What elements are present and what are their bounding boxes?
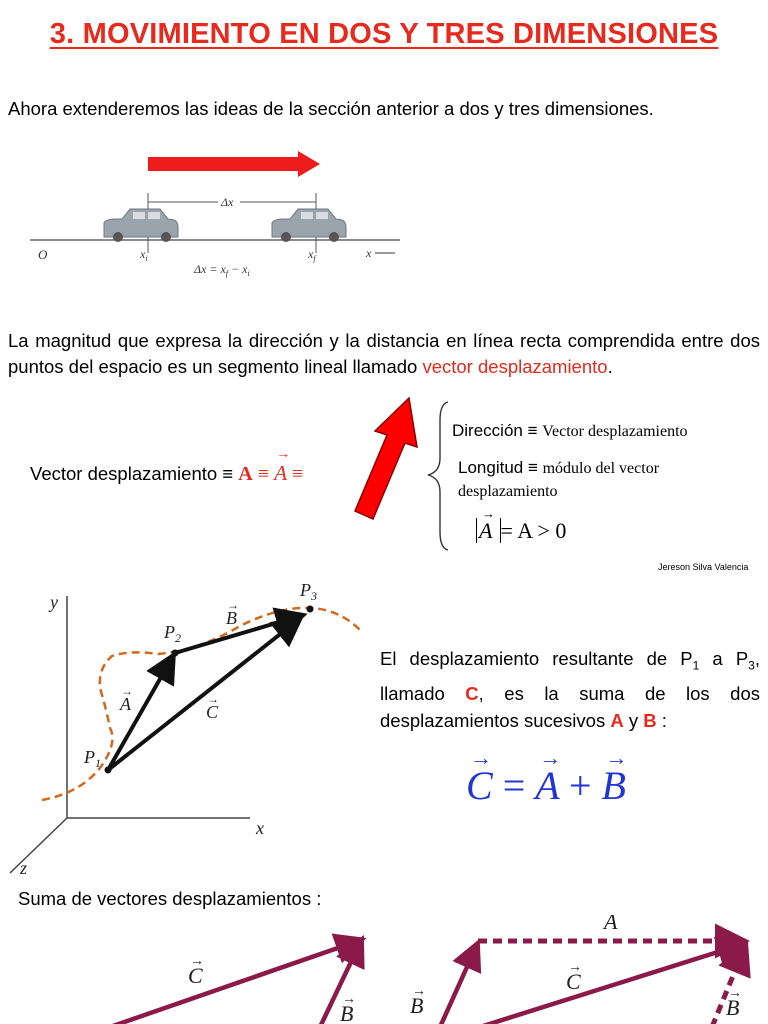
svg-text:x: x [256,818,264,838]
vector-A [108,658,172,770]
svg-text:B: B [410,993,424,1018]
car-displacement-figure [30,145,410,280]
svg-text:→: → [207,692,219,706]
svg-text:P2: $P_2$ [164,622,181,645]
page-title: 3. MOVIMIENTO EN DOS Y TRES DIMENSIONES [49,18,719,50]
svg-text:→: → [342,990,356,1006]
svg-text:B: B [726,995,740,1020]
car-icon [104,209,178,242]
svg-text:B: B [226,608,237,628]
red-arrow-icon [148,151,320,177]
svg-text:C: C [188,963,203,988]
svg-text:A: A [120,694,131,714]
svg-text:y: y [50,592,58,612]
svg-text:C: C [566,969,581,994]
suma-heading: Suma de vectores desplazamientos : [18,888,322,909]
vector-sum-diagrams [0,915,768,1024]
3d-displacement-figure [0,578,372,878]
vector-sum-equation: → C = → A + → B [466,745,628,808]
svg-text:→: → [728,984,742,1000]
svg-text:xf: $x_f$ [308,247,316,263]
thick-red-arrow-icon [345,395,425,525]
svg-text:A: A [604,915,618,934]
definition-paragraph: La magnitud que expresa la dirección y la distancia en línea recta comprendida entre dos puntos del espacio es un segmento lineal llamado vector desplazamiento. [8,330,760,377]
svg-text:B: B [340,1001,354,1024]
author-credit: Jereson Silva Valencia [658,562,749,572]
svg-text:xi: $x_i$ [140,247,148,263]
modulo-equation: → A = A > 0 [476,518,566,544]
car-icon [272,209,346,242]
svg-text:→: → [568,958,582,974]
brace-icon [424,400,454,555]
svg-text:C: C [206,702,219,722]
longitud-line: Longitud ≡ módulo del vector desplazamiento [458,458,660,500]
svg-text:→ [606,915,620,916]
svg-text:→: → [412,982,426,998]
svg-text:→: → [227,598,239,612]
svg-text:Δx = xf − xi: $\Delta x = x_f - x_i$ [194,262,250,278]
svg-text:x: x [366,246,372,260]
svg-text:P1: $P_1$ [84,747,101,770]
intro-text: Ahora extenderemos las ideas de la sección anterior a dos y tres dimensiones. [8,98,654,119]
svg-text:→: → [121,684,133,698]
svg-text:P3: $P_3$ [300,580,317,603]
direccion-line: Dirección ≡ Vector desplazamiento [452,421,688,440]
resultant-text: El desplazamiento resultante de $P_1$ a $P_3$, llamado C, es la suma de los dos desplazamientos sucesivos A y B : [380,648,760,731]
svg-text:z: z [20,858,28,878]
svg-text:Δx: Δx [221,195,234,209]
dashed-path [42,608,360,800]
svg-text:→: → [190,952,204,968]
vector-label: Vector desplazamiento ≡ A ≡ → A ≡ [30,447,304,485]
highlight-term: vector desplazamiento [422,356,608,377]
svg-text:O: O [38,247,48,262]
